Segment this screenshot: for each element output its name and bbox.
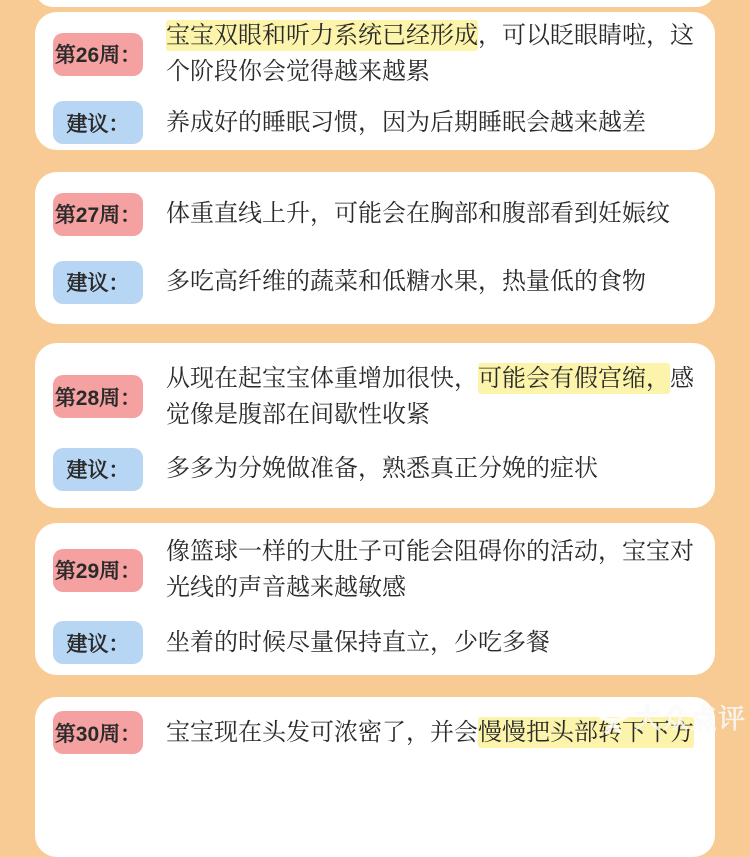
week-card-27 xyxy=(35,172,715,324)
week-badge: 第29周： xyxy=(53,549,143,592)
week-description xyxy=(166,361,703,433)
week-badge: 第26周： xyxy=(53,33,143,76)
week-card-28 xyxy=(35,343,715,508)
suggestion-badge: 建议： xyxy=(53,448,143,491)
week-description xyxy=(166,196,703,232)
plain-text: 从现在起宝宝体重增加很快， xyxy=(166,364,478,392)
week-badge: 第30周： xyxy=(53,711,143,754)
week-description xyxy=(166,715,703,751)
week-card-29 xyxy=(35,523,715,675)
plain-text: 宝宝现在头发可浓密了，并会 xyxy=(166,718,478,746)
previous-card-bottom-edge xyxy=(35,0,715,7)
suggestion-badge: 建议： xyxy=(53,261,143,304)
plain-text: ，可以眨眼睛啦，这个阶段你会觉得越来越累 xyxy=(166,22,694,85)
suggestion-text: 坐着的时候尽量保持直立，少吃多餐 xyxy=(166,628,550,656)
highlighted-text: 可能会有假宫缩， xyxy=(478,364,670,392)
week-badge: 第27周： xyxy=(53,193,143,236)
plain-text: 像篮球一样的大肚子可能会阻碍你的活动，宝宝对光线的声音越来越敏感 xyxy=(166,538,694,601)
highlighted-text: 慢慢把头部转下下方 xyxy=(478,718,694,746)
watermark-brand-text: 大众点评 xyxy=(634,704,746,734)
suggestion-text: 养成好的睡眠习惯，因为后期睡眠会越来越差 xyxy=(166,108,646,136)
highlighted-text: 宝宝双眼和听力系统已经形成 xyxy=(166,22,478,49)
week-description xyxy=(166,534,703,606)
week-card-list xyxy=(35,12,715,857)
week-description xyxy=(166,18,703,90)
suggestion-text: 多多为分娩做准备，熟悉真正分娩的症状 xyxy=(166,455,598,482)
week-badge: 第28周： xyxy=(53,375,143,418)
week-card-30 xyxy=(35,697,715,857)
suggestion-text: 多吃高纤维的蔬菜和低糖水果，热量低的食物 xyxy=(166,268,646,295)
suggestion-badge: 建议： xyxy=(53,101,143,144)
week-card-26 xyxy=(35,12,715,150)
plain-text: 体重直线上升，可能会在胸部和腹部看到妊娠纹 xyxy=(166,200,670,227)
suggestion-badge: 建议： xyxy=(53,621,143,664)
plain-text: 感觉像是腹部在间歇性收紧 xyxy=(166,364,694,428)
